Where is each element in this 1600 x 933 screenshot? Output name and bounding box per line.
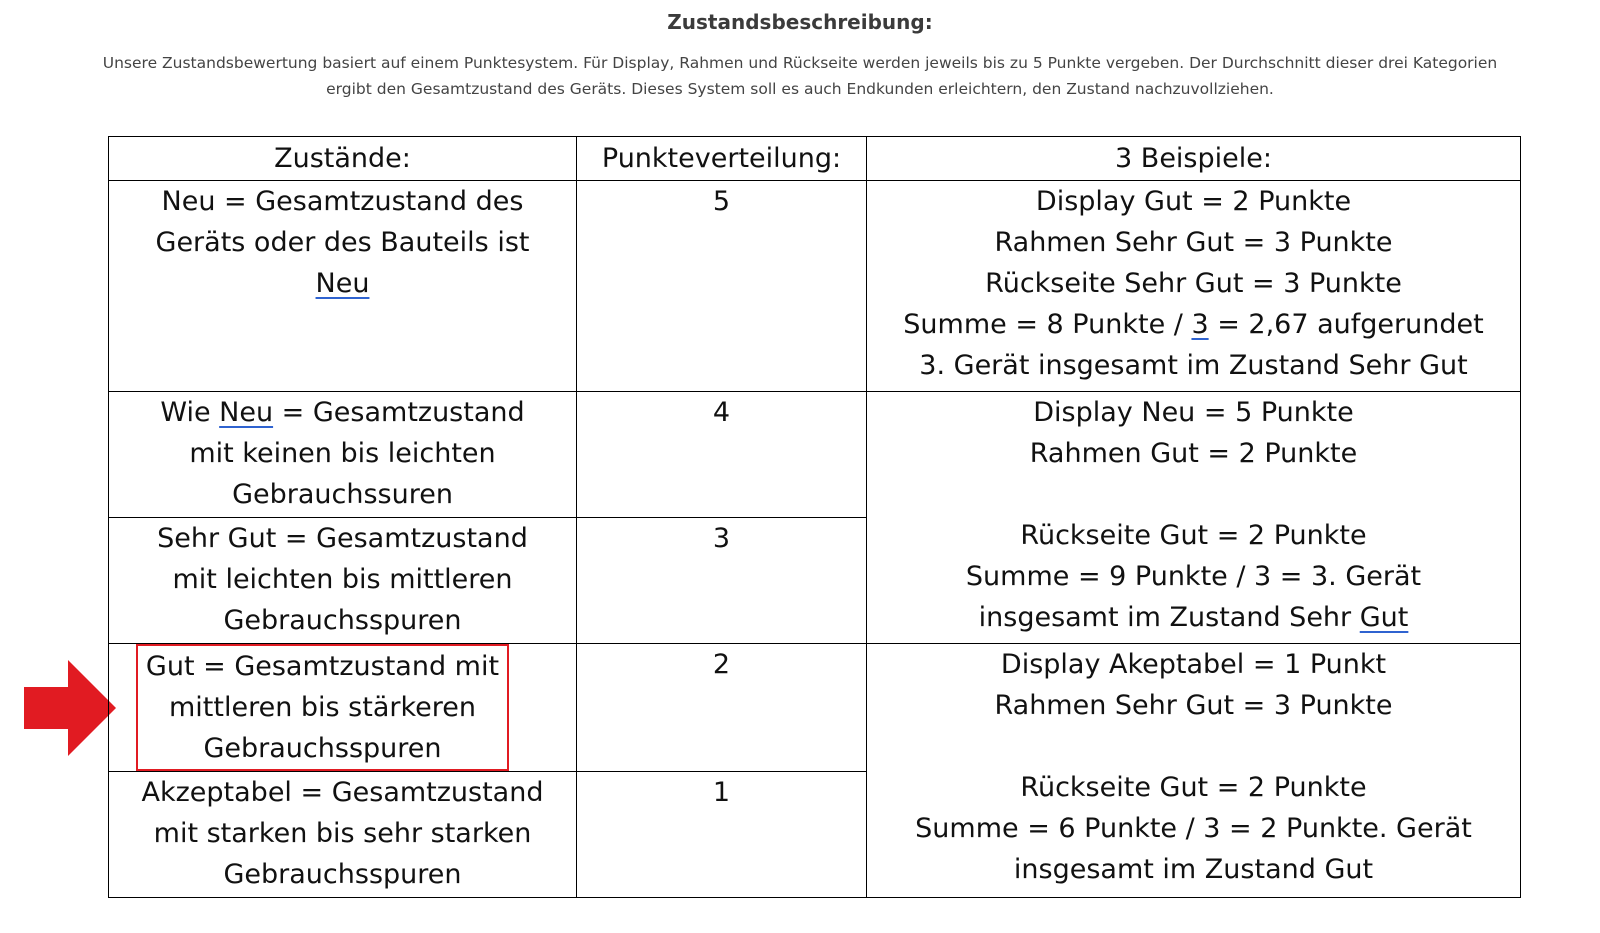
header-examples: 3 Beispiele:: [867, 137, 1521, 181]
highlight-box: Gut = Gesamtzustand mit mittleren bis stärkeren Gebrauchsspuren: [136, 644, 509, 771]
points-5: 5: [577, 181, 867, 392]
header-states: Zustände:: [109, 137, 577, 181]
table-row: [109, 644, 1521, 772]
state-neu: Neu = Gesamtzustand des Geräts oder des Bauteils ist Neu: [109, 181, 577, 392]
state-sehr-gut: Sehr Gut = Gesamtzustand mit leichten bis mittleren Gebrauchsspuren: [109, 518, 577, 644]
intro-paragraph: Unsere Zustandsbewertung basiert auf einem Punktesystem. Für Display, Rahmen und Rückseite werden jeweils bis zu 5 Punkte vergeben. Der Durchschnitt dieser drei Kategorien ergibt den Gesamtzustand des Geräts. Dieses System soll es auch Endkunden erleichtern, den Zustand nachzuvollziehen.: [102, 54, 1498, 98]
page-title: Zustandsbeschreibung:: [667, 10, 933, 34]
condition-table: [108, 136, 1521, 898]
header-points: Punkteverteilung:: [577, 137, 867, 181]
red-arrow-icon: [24, 660, 116, 756]
table-header-row: [109, 137, 1521, 181]
points-4: 4: [577, 392, 867, 518]
example-2: Display Neu = 5 Punkte Rahmen Gut = 2 Punkte Rückseite Gut = 2 Punkte Summe = 9 Punkte / 3 = 3. Gerät insgesamt im Zustand Sehr Gut: [867, 392, 1521, 644]
state-gut: [109, 644, 577, 772]
table-row: [109, 181, 1521, 392]
points-3: 3: [577, 518, 867, 644]
points-2: 2: [577, 644, 867, 772]
state-wie-neu: Wie Neu = Gesamtzustand mit keinen bis leichten Gebrauchssuren: [109, 392, 577, 518]
example-1: Display Gut = 2 Punkte Rahmen Sehr Gut = 3 Punkte Rückseite Sehr Gut = 3 Punkte Summe = 8 Punkte / 3 = 2,67 aufgerundet 3. Gerät insgesamt im Zustand Sehr Gut: [867, 181, 1521, 392]
points-1: 1: [577, 772, 867, 898]
state-akzeptabel: Akzeptabel = Gesamtzustand mit starken bis sehr starken Gebrauchsspuren: [109, 772, 577, 898]
example-3: Display Akeptabel = 1 Punkt Rahmen Sehr Gut = 3 Punkte Rückseite Gut = 2 Punkte Summe = 6 Punkte / 3 = 2 Punkte. Gerät insgesamt im Zustand Gut: [867, 644, 1521, 898]
table-row: [109, 392, 1521, 518]
